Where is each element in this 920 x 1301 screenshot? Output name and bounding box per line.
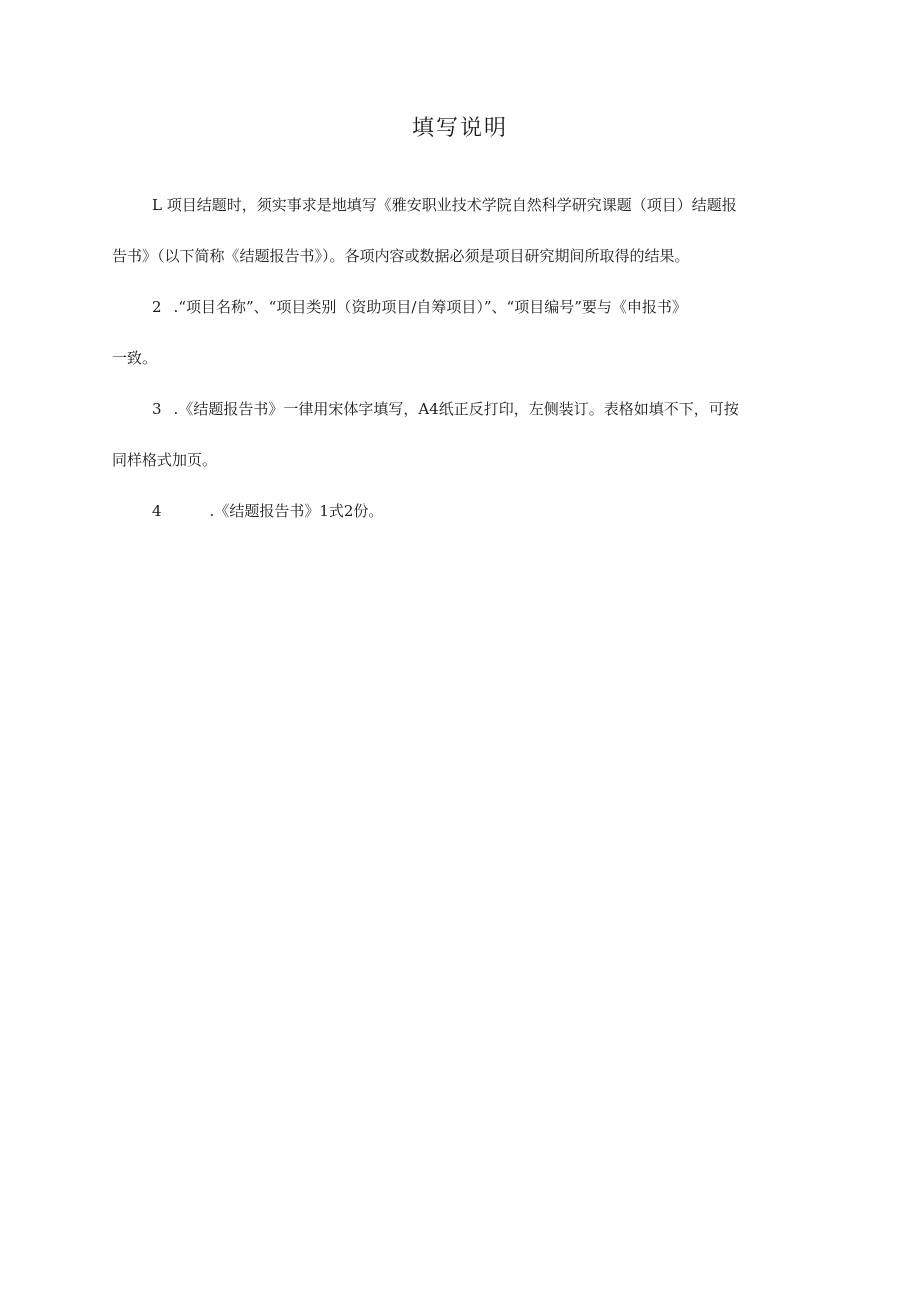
instruction-line	[112, 486, 828, 537]
item-number: 3	[152, 400, 162, 418]
instruction-item-4	[112, 486, 828, 537]
instruction-line	[112, 180, 828, 231]
instructions-body	[112, 180, 828, 537]
instruction-line	[112, 282, 828, 333]
item-text: .“项目名称”、“项目类别（资助项目/自筹项目）”、“项目编号”要与《申报书》	[173, 298, 687, 316]
item-number: 2	[152, 298, 162, 316]
instruction-line	[112, 231, 828, 282]
item-number: L	[152, 196, 162, 214]
document-title: 填写说明	[411, 116, 508, 141]
item-text: .《结题报告书》1式2份。	[209, 502, 384, 520]
instruction-item-3	[112, 384, 828, 486]
item-text-continued: 一致。	[112, 349, 158, 367]
item-text: .《结题报告书》一律用宋体字填写，A4纸正反打印，左侧装订。表格如填不下，可按	[173, 400, 739, 418]
instruction-item-2	[112, 282, 828, 384]
instruction-item-1	[112, 180, 828, 282]
item-text-continued: 同样格式加页。	[112, 451, 218, 469]
instruction-line	[112, 333, 828, 384]
instruction-line	[112, 435, 828, 486]
instruction-line	[112, 384, 828, 435]
item-text-continued: 告书》（以下简称《结题报告书》）。各项内容或数据必须是项目研究期间所取得的结果。	[112, 247, 690, 265]
item-text: 项目结题时，须实事求是地填写《雅安职业技术学院自然科学研究课题（项目）结题报	[166, 196, 737, 214]
item-number: 4	[152, 502, 162, 520]
